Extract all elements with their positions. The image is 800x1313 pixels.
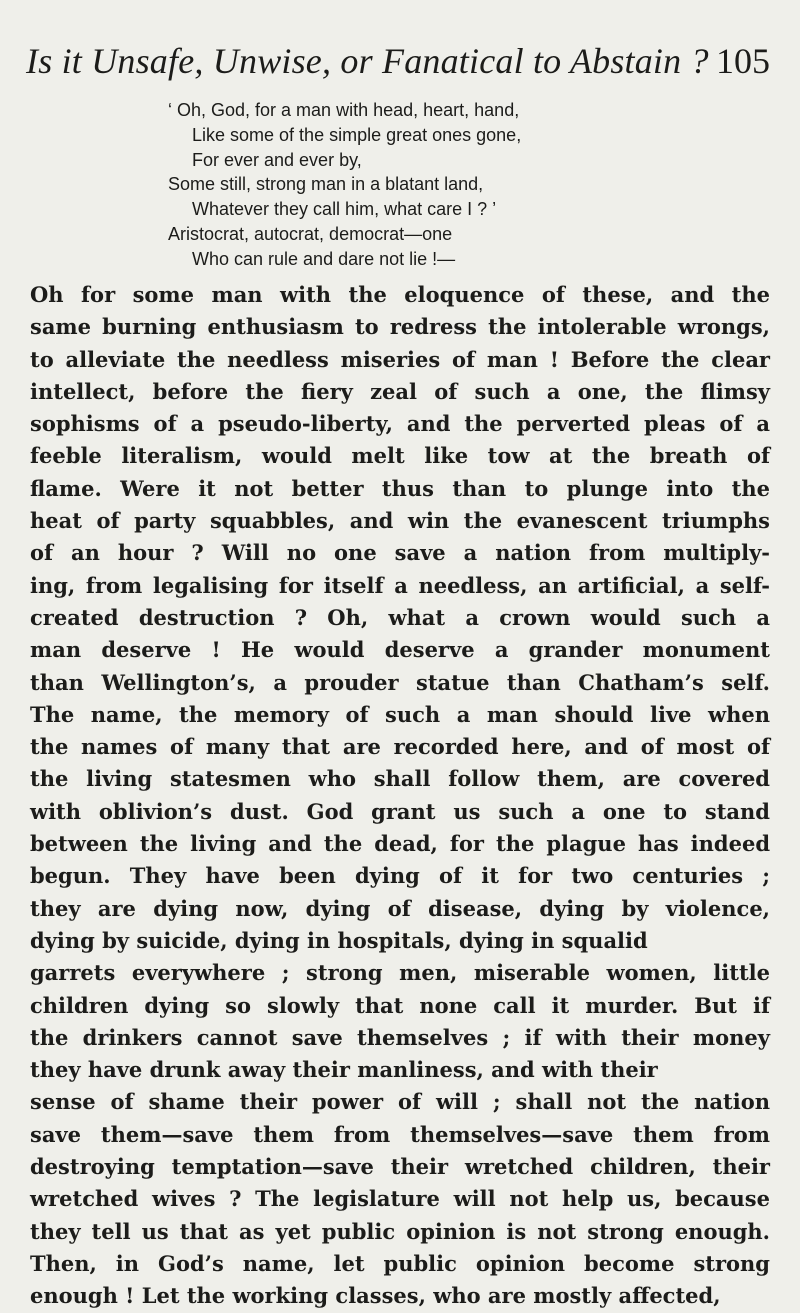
body-line: ing, from legalising for itself a needless, an artificial, a self- bbox=[30, 572, 770, 598]
body-line: sense of shame their power of will ; shall not the nation bbox=[30, 1089, 770, 1115]
body-line: garrets everywhere ; strong men, miserable women, little bbox=[30, 960, 770, 986]
body-line: man deserve ! He would deserve a grander monument bbox=[30, 637, 770, 663]
body-line: they tell us that as yet public opinion is not strong enough. bbox=[30, 1218, 770, 1244]
body-line: feeble literalism, would melt like tow at the breath of bbox=[30, 443, 770, 469]
poem-line: Aristocrat, autocrat, democrat—one bbox=[168, 223, 453, 244]
body-line: The name, the memory of such a man should live when bbox=[30, 701, 770, 727]
poem-line: Some still, strong man in a blatant land, bbox=[168, 174, 484, 195]
body-line: destroying temptation—save their wretched children, their bbox=[30, 1154, 770, 1180]
body-line: heat of party squabbles, and win the evanescent triumphs bbox=[30, 508, 770, 534]
page-header bbox=[26, 40, 770, 90]
body-line: created destruction ? Oh, what a crown would such a bbox=[30, 604, 770, 630]
body-line: save them—save them from themselves—save them from bbox=[30, 1121, 770, 1147]
body-line: Then, in God’s name, let public opinion become strong bbox=[30, 1250, 770, 1276]
running-title: Is it Unsafe, Unwise, or Fanatical to Abstain ? bbox=[26, 41, 709, 81]
body-line: with oblivion’s dust. God grant us such a one to stand bbox=[30, 798, 770, 824]
body-line: the living statesmen who shall follow them, are covered bbox=[30, 766, 770, 792]
poem-line: ‘ Oh, God, for a man with head, heart, hand, bbox=[168, 100, 520, 120]
body-line: children dying so slowly that none call it murder. But if bbox=[30, 992, 770, 1018]
body-line: wretched wives ? The legislature will not help us, because bbox=[30, 1186, 770, 1212]
body-line: sophisms of a pseudo-liberty, and the perverted pleas of a bbox=[30, 411, 770, 437]
body-line: enough ! Let the working classes, who are mostly affected, bbox=[30, 1283, 721, 1309]
body-line: to alleviate the needless miseries of man ! Before the clear bbox=[30, 346, 770, 372]
body-line: the drinkers cannot save themselves ; if with their money bbox=[30, 1024, 770, 1050]
poem-quotation bbox=[168, 98, 521, 272]
poem-line: Whatever they call him, what care I ? ’ bbox=[192, 199, 497, 220]
body-line: begun. They have been dying of it for two centuries ; bbox=[30, 863, 770, 889]
body-line: between the living and the dead, for the plague has indeed bbox=[30, 831, 770, 857]
body-line: same burning enthusiasm to redress the intolerable wrongs, bbox=[30, 314, 770, 340]
body-line: they are dying now, dying of disease, dying by violence, bbox=[30, 895, 770, 921]
page-number: 105 bbox=[716, 41, 770, 81]
body-line: dying by suicide, dying in hospitals, dying in squalid bbox=[30, 927, 648, 953]
body-line: flame. Were it not better thus than to plunge into the bbox=[30, 475, 770, 501]
body-line: they have drunk away their manliness, and with their bbox=[30, 1057, 658, 1083]
body-line: the names of many that are recorded here, and of most of bbox=[30, 734, 770, 760]
poem-line: For ever and ever by, bbox=[192, 149, 362, 170]
poem-line: Like some of the simple great ones gone, bbox=[192, 124, 522, 145]
body-line: than Wellington’s, a prouder statue than Chatham’s self. bbox=[30, 669, 770, 695]
body-line: Oh for some man with the eloquence of these, and the bbox=[30, 282, 770, 307]
body-line: of an hour ? Will no one save a nation from multiply- bbox=[30, 540, 770, 566]
poem-line: Who can rule and dare not lie !— bbox=[192, 248, 456, 269]
body-line: intellect, before the fiery zeal of such a one, the flimsy bbox=[30, 378, 770, 404]
body-paragraph bbox=[30, 279, 770, 1313]
